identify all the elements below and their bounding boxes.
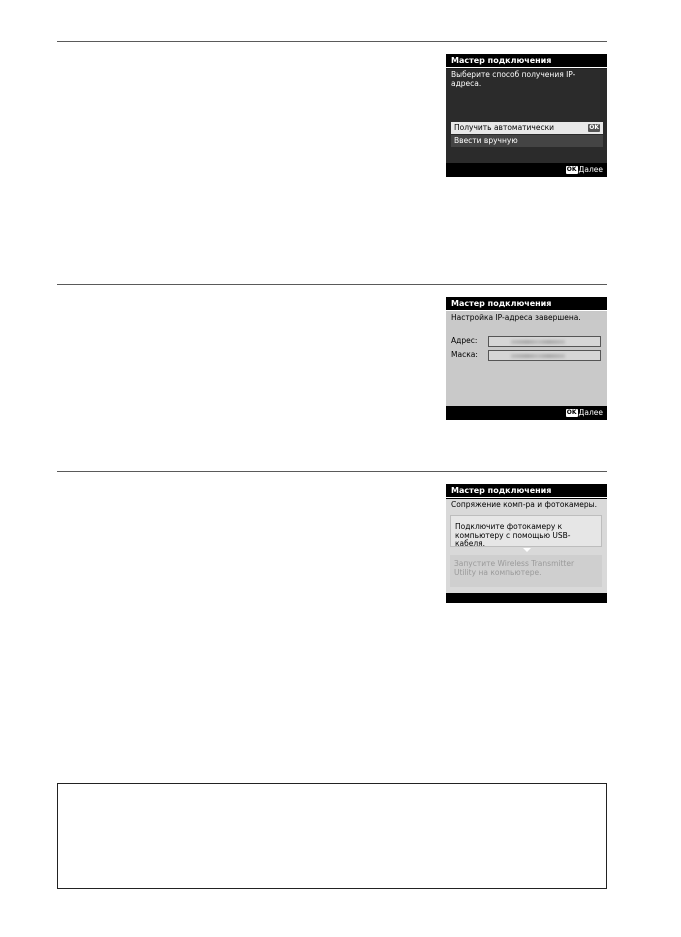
- address-row: [451, 336, 601, 348]
- option-obtain-automatically[interactable]: [451, 122, 603, 134]
- section-divider: [57, 471, 607, 472]
- address-label: Адрес:: [451, 336, 478, 345]
- screen-footer: [446, 406, 607, 420]
- ip-complete-message: Настройка IP-адреса завершена.: [451, 313, 581, 322]
- screen-title: Мастер подключения: [446, 484, 607, 498]
- blurred-value: [511, 354, 565, 358]
- pairing-step-connect-usb: Подключите фотокамеру к компьютеру с помощью USB-кабеля.: [450, 515, 602, 547]
- ok-button-icon: OK: [566, 166, 577, 173]
- ip-method-prompt: Выберите способ получения IP-адреса.: [451, 70, 576, 88]
- ip-complete-screen: [446, 297, 607, 420]
- ok-button-icon: OK: [566, 409, 577, 416]
- screen-footer: [446, 163, 607, 177]
- next-label: Далее: [578, 408, 603, 417]
- pairing-step-launch-utility: Запустите Wireless Transmitter Utility на компьютере.: [450, 555, 602, 587]
- pairing-heading: Сопряжение комп-ра и фотокамеры.: [451, 500, 597, 509]
- address-value-field: [488, 336, 601, 347]
- option-enter-manually[interactable]: [451, 135, 603, 147]
- blurred-value: [511, 340, 565, 344]
- screen-body: [446, 69, 607, 163]
- next-label: Далее: [578, 165, 603, 174]
- mask-label: Маска:: [451, 350, 478, 359]
- screen-body: [446, 499, 607, 593]
- screen-title: Мастер подключения: [446, 297, 607, 311]
- screen-title: Мастер подключения: [446, 54, 607, 68]
- note-box: [57, 783, 607, 889]
- option-label: Ввести вручную: [454, 136, 518, 145]
- pairing-screen: [446, 484, 607, 603]
- section-divider: [57, 284, 607, 285]
- screen-body: [446, 312, 607, 406]
- down-arrow-icon: [523, 548, 531, 552]
- mask-row: [451, 350, 601, 362]
- ok-button-icon: OK: [589, 124, 599, 131]
- mask-value-field: [488, 350, 601, 361]
- section-divider: [57, 41, 607, 42]
- ip-method-screen: [446, 54, 607, 177]
- option-label: Получить автоматически: [454, 123, 554, 132]
